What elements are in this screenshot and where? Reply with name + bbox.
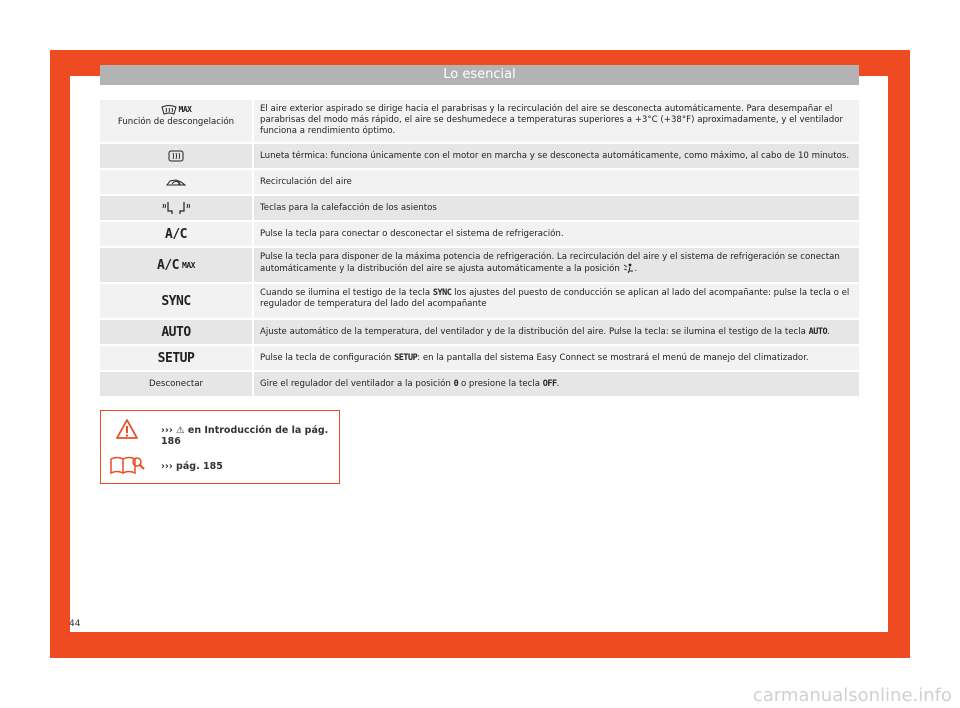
zero-position-key: 0 — [453, 378, 459, 389]
row-description: Pulse la tecla para disponer de la máxima potencia de refrigeración. La recirculación del aire y el sistema de refrigeración se conectan automáticamente y la distribución del aire se ajusta automáticamente a la posición . — [254, 248, 859, 282]
ac-key: A/C — [165, 226, 187, 242]
table-row — [100, 144, 859, 168]
section-title: Lo esencial — [443, 67, 516, 82]
sync-inline-key: SYNC — [432, 288, 452, 298]
seat-heating-right-icon — [179, 201, 191, 215]
row-label: Desconectar — [149, 378, 203, 389]
table-row — [100, 170, 859, 194]
row-description: Pulse la tecla para conectar o desconectar el sistema de refrigeración. — [254, 222, 859, 246]
auto-inline-key: AUTO — [808, 326, 828, 337]
warning-icon — [115, 418, 139, 440]
row-description: Teclas para la calefacción de los asientos — [254, 196, 859, 220]
row-description: Cuando se ilumina el testigo de la tecla SYNC los ajustes del puesto de conducción se aplican al lado del acompañante: pulse la tecla o el regulador de temperatura del lado del acompañante — [254, 284, 859, 318]
air-distribution-icon — [623, 263, 635, 274]
seat-heating-left-icon — [161, 201, 173, 215]
row-description: Ajuste automático de la temperatura, del ventilador y de la distribución del aire. Pulse la tecla: se ilumina el testigo de la tecla AUTO. — [254, 320, 859, 344]
setup-inline-key: SETUP — [394, 352, 418, 363]
row-key-cell — [100, 346, 252, 370]
row-key-cell — [100, 196, 252, 220]
table-row — [100, 196, 859, 220]
row-key-cell — [100, 372, 252, 396]
row-description: Luneta térmica: funciona únicamente con el motor en marcha y se desconecta automáticamente, como máximo, al cabo de 10 minutos. — [254, 144, 859, 168]
table-row — [100, 284, 859, 318]
air-recirculation-icon — [166, 177, 186, 187]
row-label: Función de descongelación — [117, 117, 235, 127]
off-inline-key: OFF — [542, 378, 557, 389]
book-reference[interactable]: ››› pág. 185 — [161, 461, 223, 472]
setup-key: SETUP — [157, 350, 195, 366]
max-label: MAX — [178, 105, 192, 114]
max-label: MAX — [182, 260, 195, 270]
row-key-cell — [100, 222, 252, 246]
row-description: Pulse la tecla de configuración SETUP: en la pantalla del sistema Easy Connect se mostrará el menú de manejo del climatizador. — [254, 346, 859, 370]
row-description: El aire exterior aspirado se dirige hacia el parabrisas y la recirculación del aire se desconecta automáticamente. Para desempañar el parabrisas del modo más rápido, el aire se deshumedece a temperaturas superiores a +3°C (+38°F) aproximadamente, y el ventilador funciona a rendimiento óptimo. — [254, 100, 859, 142]
row-key-cell — [100, 284, 252, 318]
row-key-cell — [100, 320, 252, 344]
row-description: Gire el regulador del ventilador a la posición 0 o presione la tecla OFF. — [254, 372, 859, 396]
table-row — [100, 100, 859, 142]
row-key-cell — [100, 144, 252, 168]
table-row — [100, 248, 859, 282]
watermark: carmanualsonline.info — [752, 685, 952, 706]
row-key-cell — [100, 248, 252, 282]
auto-key: AUTO — [161, 324, 191, 340]
notes-box — [100, 410, 340, 484]
row-key-cell — [100, 100, 252, 142]
table-row — [100, 346, 859, 370]
windshield-defrost-icon — [161, 104, 177, 115]
section-header — [100, 65, 859, 85]
warning-reference[interactable]: ››› ⚠ en Introducción de la pág. 186 — [161, 425, 329, 447]
page-number: 44 — [69, 619, 81, 629]
table-row — [100, 320, 859, 344]
table-row — [100, 372, 859, 396]
row-key-cell — [100, 170, 252, 194]
sync-key: SYNC — [161, 293, 191, 309]
table-row — [100, 222, 859, 246]
controls-table — [100, 100, 859, 398]
row-description: Recirculación del aire — [254, 170, 859, 194]
book-icon — [109, 453, 145, 477]
ac-key: A/C — [157, 257, 180, 273]
rear-window-heating-icon — [168, 150, 184, 162]
